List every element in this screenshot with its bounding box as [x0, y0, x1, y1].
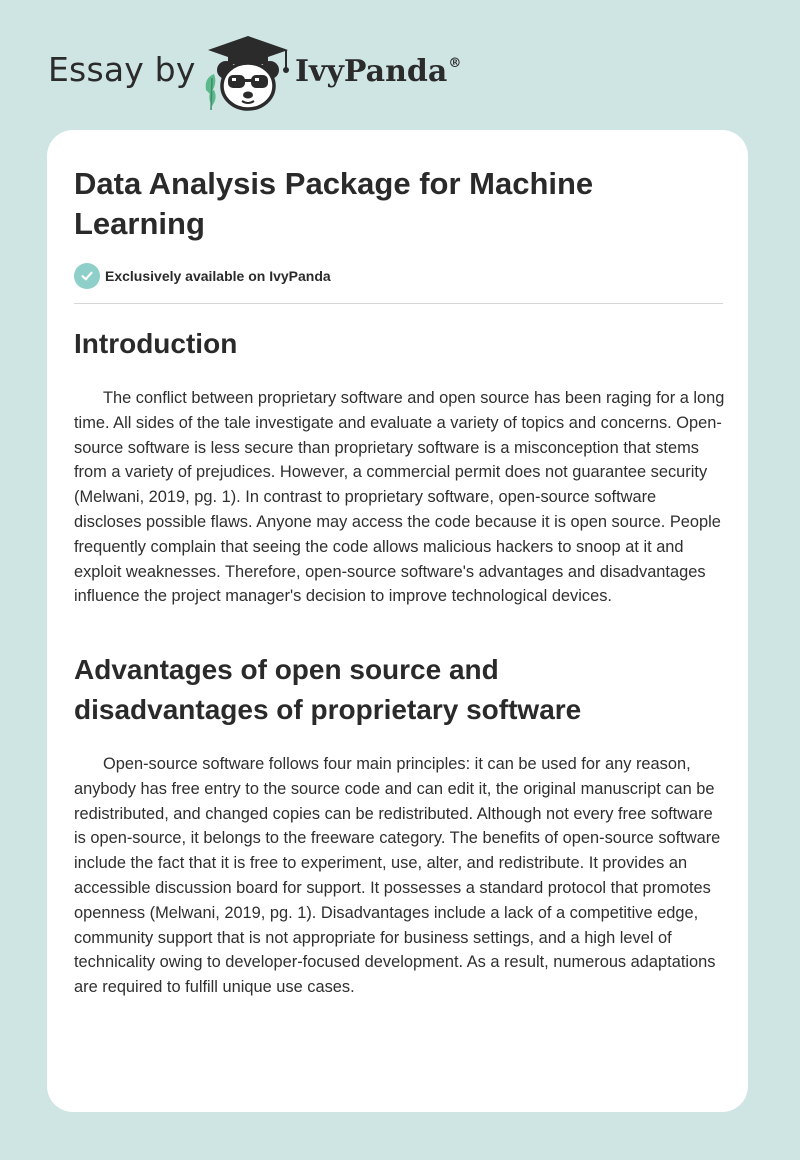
check-icon: [74, 263, 100, 289]
section-heading-advantages: Advantages of open source and disadvantages of proprietary software: [74, 654, 582, 725]
essay-card: [47, 130, 748, 1112]
brand-name[interactable]: [295, 54, 461, 89]
brand-name-text: IvyPanda: [295, 54, 448, 89]
section-heading-introduction: Introduction: [74, 328, 238, 359]
panda-graduate-logo-icon[interactable]: [202, 34, 294, 114]
title-divider: [74, 303, 723, 304]
page-title: Data Analysis Package for Machine Learning: [74, 166, 594, 241]
section-paragraph-introduction: The conflict between proprietary software and open source has been raging for a long time. All sides of the tale investigate and evaluate a variety of topics and concerns. Open-source software is less secure than proprietary software is a misconception that stems from a variety of prejudices. However, a commercial permit does not guarantee security (Melwani, 2019, pg. 1). In contrast to proprietary software, open-source software discloses possible flaws. Anyone may access the code because it is open source. People frequently complain that seeing the code allows malicious hackers to snoop at it and exploit weaknesses. Therefore, open-source software's advantages and disadvantages influence the project manager's decision to improve technological devices.: [74, 389, 725, 606]
registered-mark: ®: [448, 56, 462, 71]
site-header: [48, 28, 508, 118]
essay-by-label: Essay by: [48, 50, 196, 89]
exclusive-badge: [74, 263, 331, 289]
section-paragraph-advantages: Open-source software follows four main principles: it can be used for any reason, anybody has free entry to the source code and can edit it, the original manuscript can be redistributed, and changed copies can be redistributed. Although not every free software is open-source, it belongs to the freeware category. The benefits of open-source software include the fact that it is free to experiment, use, alter, and redistribute. It provides an accessible discussion board for support. It possesses a standard protocol that promotes openness (Melwani, 2019, pg. 1). Disadvantages include a lack of a competitive edge, community support that is not appropriate for business settings, and a high level of technicality owing to developer-focused development. As a result, numerous adaptations are required to fulfill unique use cases.: [74, 755, 721, 997]
exclusive-badge-label: Exclusively available on IvyPanda: [105, 268, 331, 284]
